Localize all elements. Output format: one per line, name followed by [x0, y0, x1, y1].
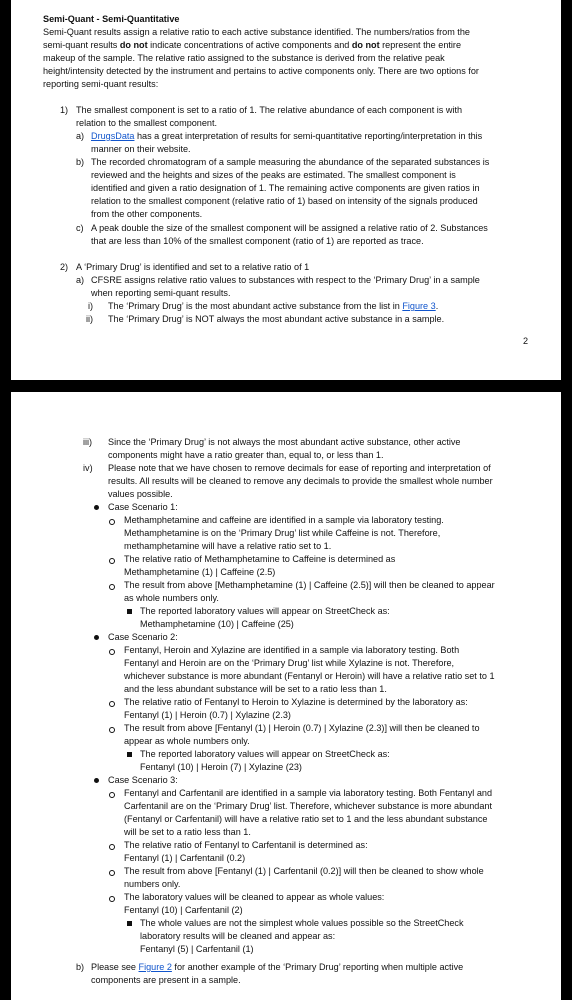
item1b-line-3: identified and given a ratio designation of 1. The remaining active components are given ratios in — [91, 183, 480, 193]
section-heading: Semi-Quant - Semi-Quantitative — [43, 14, 180, 24]
drugsdata-link[interactable]: DrugsData — [91, 131, 135, 141]
item1b-line-5: from the other components. — [91, 209, 203, 219]
item1c-line-1: A peak double the size of the smallest component will be assigned a relative ratio of 2. Substances — [91, 223, 488, 233]
case3-s2-line-2: Fentanyl (1) | Carfentanil (0.2) — [124, 853, 246, 863]
case2-s3-line-2: appear as whole numbers only. — [124, 736, 250, 746]
bullet-square — [127, 609, 132, 614]
bullet-circle — [109, 727, 115, 733]
list-number: 2) — [60, 262, 69, 272]
figure-3-link[interactable]: Figure 3 — [402, 301, 436, 311]
case3-title: Case Scenario 3: — [108, 775, 178, 785]
case2-sq-line-2: Fentanyl (10) | Heroin (7) | Xylazine (23) — [140, 762, 302, 772]
item1b-line-2: reviewed and the heights and sizes of the peaks are estimated. The smallest component is — [91, 170, 456, 180]
b-line-1: Please see Figure 2 for another example of the ‘Primary Drug’ reporting when multiple active — [91, 962, 464, 972]
case2-sq-line-1: The reported laboratory values will appear on StreetCheck as: — [140, 749, 390, 759]
case2-s1-line-2: Fentanyl and Heroin are on the ‘Primary Drug’ list while Xylazine is not. Therefore, — [124, 658, 455, 668]
roman-numeral: ii) — [86, 314, 94, 324]
case1-s1-line-2: Methamphetamine is on the ‘Primary Drug’ list while Caffeine is not. Therefore, — [124, 528, 441, 538]
item2i-line: The ‘Primary Drug’ is the most abundant active substance from the list in Figure 3. — [108, 301, 439, 311]
list-letter: a) — [76, 275, 85, 285]
case3-s4-line-1: The laboratory values will be cleaned to appear as whole values: — [124, 892, 385, 902]
case3-s2-line-1: The relative ratio of Fentanyl to Carfentanil is determined as: — [124, 840, 368, 850]
item2a-line-2: when reporting semi-quant results. — [91, 288, 231, 298]
intro-line-4: height/intensity detected by the instrument and pertains to active components only. There are two options for — [43, 66, 479, 76]
case3-s3-line-1: The result from above [Fentanyl (1) | Carfentanil (0.2)] will then be cleaned to show whole — [124, 866, 484, 876]
case3-s1-line-2: Carfentanil are on the ‘Primary Drug’ list. Therefore, whichever substance is more abundant — [124, 801, 492, 811]
case1-s2-line-1: The relative ratio of Methamphetamine to Caffeine is determined as — [124, 554, 396, 564]
roman-numeral: iv) — [83, 463, 93, 473]
case3-s3-line-2: numbers only. — [124, 879, 181, 889]
case1-sq-line-1: The reported laboratory values will appear on StreetCheck as: — [140, 606, 390, 616]
bullet-circle — [109, 649, 115, 655]
case1-s3-line-2: as whole numbers only. — [124, 593, 219, 603]
bullet-square — [127, 752, 132, 757]
case2-s2-line-2: Fentanyl (1) | Heroin (0.7) | Xylazine (2.3) — [124, 710, 291, 720]
case1-s1-line-1: Methamphetamine and caffeine are identified in a sample via laboratory testing. — [124, 515, 444, 525]
bullet-dot — [94, 505, 99, 510]
case3-s4-line-2: Fentanyl (10) | Carfentanil (2) — [124, 905, 243, 915]
list-letter: a) — [76, 131, 85, 141]
case1-s3-line-1: The result from above [Methamphetamine (1) | Caffeine (2.5)] will then be cleaned to appear — [124, 580, 495, 590]
roman-numeral: i) — [88, 301, 94, 311]
iii-line-2: components might have a ratio greater than, equal to, or less than 1. — [108, 450, 384, 460]
document-page-2 — [11, 0, 561, 380]
case2-s1-line-3: whichever substance is more abundant (Fentanyl or Heroin) will have a relative ratio set to 1 — [124, 671, 495, 681]
list-letter: b) — [76, 157, 85, 167]
case3-sq-line-1: The whole values are not the simplest whole values possible so the StreetCheck — [140, 918, 464, 928]
list-letter: b) — [76, 962, 85, 972]
iv-line-3: values possible. — [108, 489, 173, 499]
case2-s2-line-1: The relative ratio of Fentanyl to Heroin to Xylazine is determined by the laboratory as: — [124, 697, 468, 707]
case3-s1-line-3: (Fentanyl or Carfentanil) will have a relative ratio set to 1 and the less abundant substance — [124, 814, 488, 824]
case3-sq-line-3: Fentanyl (5) | Carfentanil (1) — [140, 944, 254, 954]
item1a-line-1: DrugsData has a great interpretation of results for semi-quantitative reporting/interpretation in this — [91, 131, 483, 141]
case1-sq-line-2: Methamphetamine (10) | Caffeine (25) — [140, 619, 294, 629]
case2-s3-line-1: The result from above [Fentanyl (1) | Heroin (0.7) | Xylazine (2.3)] will then be cleaned to — [124, 723, 480, 733]
intro-line-3: makeup of the sample. The relative ratio assigned to the substance is derived from the relative peak — [43, 53, 445, 63]
case1-s2-line-2: Methamphetamine (1) | Caffeine (2.5) — [124, 567, 276, 577]
figure-2-link[interactable]: Figure 2 — [138, 962, 172, 972]
case2-s1-line-1: Fentanyl, Heroin and Xylazine are identified in a sample via laboratory testing. Both — [124, 645, 460, 655]
bullet-circle — [109, 584, 115, 590]
item1c-line-2: that are less than 10% of the smallest component (ratio of 1) are reported as trace. — [91, 236, 424, 246]
b-line-2: components are present in a sample. — [91, 975, 241, 985]
bullet-circle — [109, 558, 115, 564]
list-number: 1) — [60, 105, 69, 115]
intro-line-5: reporting semi-quant results: — [43, 79, 159, 89]
item1b-line-4: relation to the smallest component (relative ratio of 1) based on intensity of the signals produced — [91, 196, 478, 206]
bullet-circle — [109, 896, 115, 902]
iv-line-2: results. All results will be cleaned to remove any decimals to provide the smallest whole number — [108, 476, 493, 486]
bullet-dot — [94, 778, 99, 783]
iv-line-1: Please note that we have chosen to remove decimals for ease of reporting and interpretation of — [108, 463, 491, 473]
item2-line: A ‘Primary Drug’ is identified and set to a relative ratio of 1 — [76, 262, 310, 272]
intro-line-2: semi-quant results do not indicate concentrations of active components and do not represent the entire — [43, 40, 462, 50]
item1a-line-2: manner on their website. — [91, 144, 191, 154]
intro-line-1: Semi-Quant results assign a relative ratio to each active substance identified. The numbers/ratios from the — [43, 27, 470, 37]
item1-line-1: The smallest component is set to a ratio of 1. The relative abundance of each component is with — [76, 105, 463, 115]
bullet-circle — [109, 701, 115, 707]
case1-s1-line-3: methamphetamine will have a relative ratio set to 1. — [124, 541, 332, 551]
item2a-line-1: CFSRE assigns relative ratio values to substances with respect to the ‘Primary Drug’ in a sample — [91, 275, 480, 285]
item1b-line-1: The recorded chromatogram of a sample measuring the abundance of the separated substances is — [91, 157, 490, 167]
roman-numeral: iii) — [83, 437, 93, 447]
case2-title: Case Scenario 2: — [108, 632, 178, 642]
item2ii-line: The ‘Primary Drug’ is NOT always the most abundant active substance in a sample. — [108, 314, 445, 324]
bullet-circle — [109, 870, 115, 876]
list-letter: c) — [76, 223, 84, 233]
iii-line-1: Since the ‘Primary Drug’ is not always the most abundant active substance, other active — [108, 437, 461, 447]
page-number: 2 — [523, 336, 529, 346]
bullet-circle — [109, 519, 115, 525]
document-page-3 — [11, 392, 561, 1000]
bullet-circle — [109, 792, 115, 798]
bullet-dot — [94, 635, 99, 640]
case3-sq-line-2: laboratory results will be cleaned and appear as: — [140, 931, 336, 941]
case3-s1-line-4: will be set to a ratio less than 1. — [124, 827, 251, 837]
item1-line-2: relation to the smallest component. — [76, 118, 218, 128]
bullet-square — [127, 921, 132, 926]
case2-s1-line-4: and the less abundant substance will be set to a ratio less than 1. — [124, 684, 387, 694]
case3-s1-line-1: Fentanyl and Carfentanil are identified in a sample via laboratory testing. Both Fentanyl and — [124, 788, 493, 798]
bullet-circle — [109, 844, 115, 850]
case1-title: Case Scenario 1: — [108, 502, 178, 512]
